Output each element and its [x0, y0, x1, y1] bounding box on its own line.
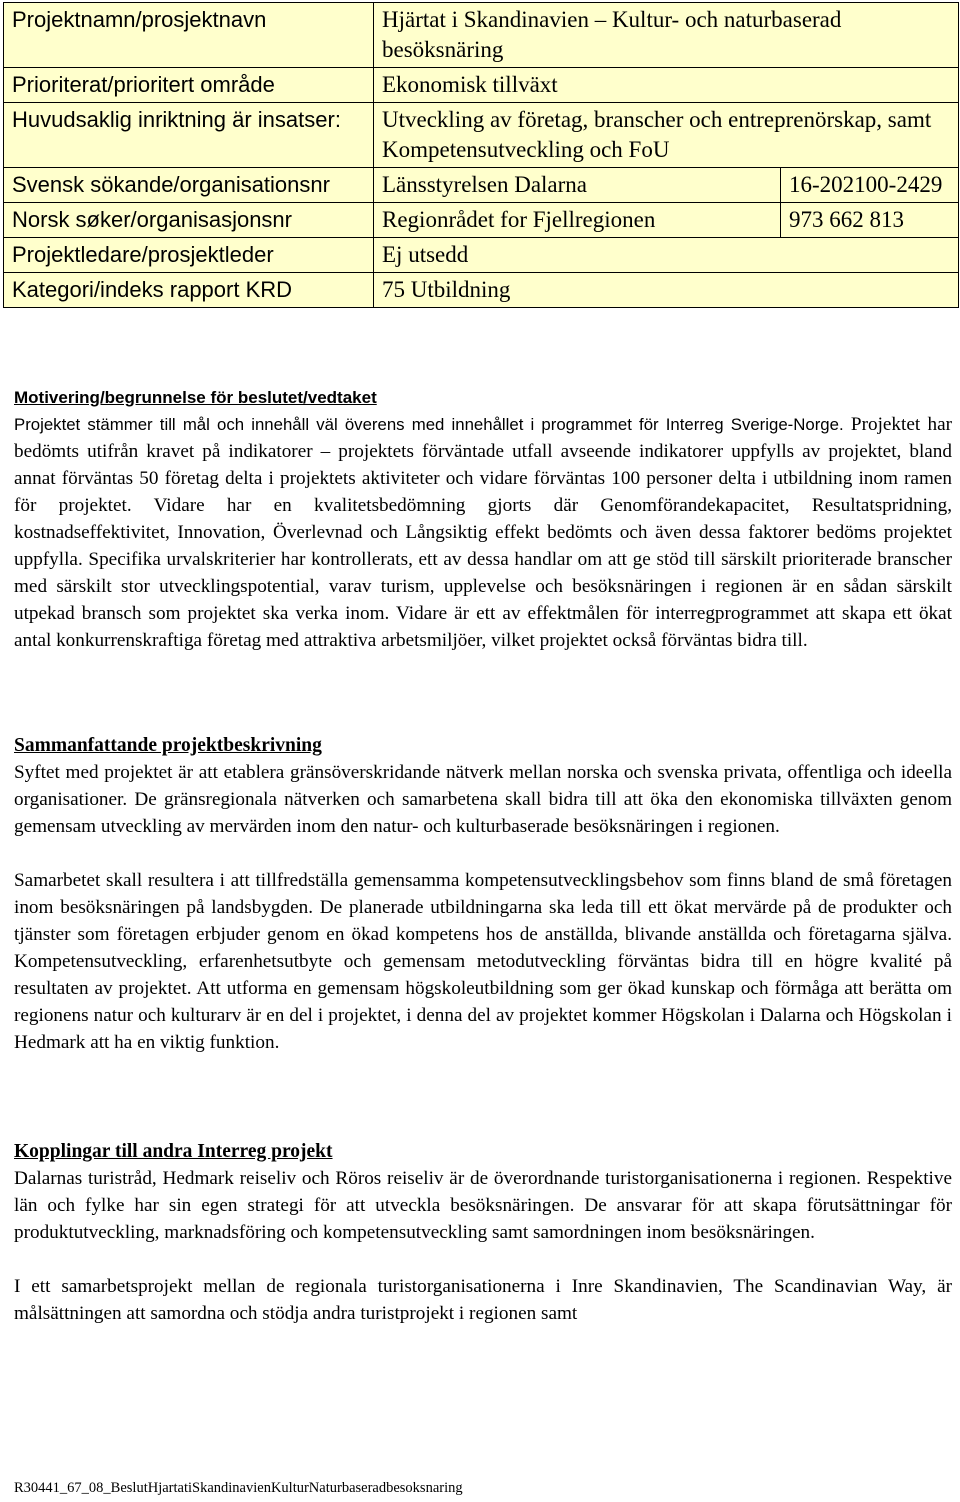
kopplingar-section	[14, 1138, 952, 1327]
row-label: Projektledare/prosjektleder	[4, 238, 374, 273]
motivering-heading: Motivering/begrunnelse för beslutet/vedtaket	[14, 388, 377, 407]
row-number: 16-202100-2429	[781, 168, 959, 203]
kopplingar-paragraph-2: I ett samarbetsprojekt mellan de regionala turistorganisationerna i Inre Skandinavien, The Scandinavian Way, är målsättningen att samordna och stödja andra turistprojekt i regionen samt	[14, 1276, 952, 1324]
sammanfattande-paragraph-2: Samarbetet skall resultera i att tillfredställa gemensamma kompetensutvecklingsbehov som finns bland de små företagen inom besöksnäringen på landsbygden. De planerade utbildningarna ska leda till ett ökat mervärde på de produkter och tjänster som företagen erbjuder genom en ökad kompetens hos de anställda, blivande anställda och företagarna själva. Kompetensutveckling, erfarenhetsutbyte och gemensam metodutveckling förväntas bidra till en högre kvalité på resultaten av projektet. Att utforma en gemensam högskoleutbildning som ger ökad kunskap och förmåga att berätta om regionens natur och kulturarv är en del i projektet, i denna del av projektet kommer Högskolan i Dalarna och Högskolan i Hedmark att ha en viktig funktion.	[14, 870, 952, 1053]
motivering-lead: Projektet stämmer till mål och innehåll väl överens med innehållet i programmet för Interreg Sverige-Norge.	[14, 415, 844, 434]
row-number: 973 662 813	[781, 203, 959, 238]
table-row	[4, 238, 959, 273]
row-label: Projektnamn/prosjektnavn	[4, 3, 374, 68]
motivering-body: Projektet har bedömts utifrån kravet på indikatorer – projektets förväntade utfall avseende indikatorer uppfylls av projektet, bland annat förväntas 50 företag delta i projektets aktiviteter och vidare förväntas 100 personer delta i utbildning inom ramen för projektet. Vidare har en kvalitetsbedömning gjorts där Genomförandekapacitet, Resultatspridning, kostnadseffektivitet, Innovation, Överlevnad och Långsiktig effekt bedömts och även dessa faktorer bedöms projektet uppfylla. Specifika urvalskriterier har kontrollerats, ett av dessa handlar om att ge stöd till särskilt prioriterade branscher med särskilt stor utvecklingspotential, varav turism, upplevelse och besöksnäringen i regionen är en sådan särskilt utpekad bransch som projektet ska verka inom. Vidare är ett av effektmålen för interregprogrammet att skapa ett ökat antal konkurrenskraftiga företag med attraktiva arbetsmiljöer, vilket projektet också förväntas bidra till.	[14, 414, 952, 651]
row-value: 75 Utbildning	[374, 273, 959, 308]
sammanfattande-paragraph-1: Syftet med projektet är att etablera gränsöverskridande nätverk mellan norska och svenska privata, offentliga och ideella organisationer. De gränsregionala nätverken och samarbetena skall bidra till att öka den ekonomiska tillväxten genom gemensam utveckling av mervärden inom den natur- och kulturbaserade besöksnäringen i regionen.	[14, 762, 952, 837]
row-value: Ekonomisk tillväxt	[374, 68, 959, 103]
table-row	[4, 203, 959, 238]
row-value: Ej utsedd	[374, 238, 959, 273]
row-value: Hjärtat i Skandinavien – Kultur- och naturbaserad besöksnäring	[374, 3, 959, 68]
table-row	[4, 68, 959, 103]
row-label: Svensk sökande/organisationsnr	[4, 168, 374, 203]
row-label: Huvudsaklig inriktning är insatser:	[4, 103, 374, 168]
table-row	[4, 168, 959, 203]
row-value: Länsstyrelsen Dalarna	[374, 168, 781, 203]
motivering-section	[14, 384, 952, 654]
project-info-table	[3, 2, 959, 308]
motivering-paragraph	[14, 411, 952, 654]
kopplingar-heading: Kopplingar till andra Interreg projekt	[14, 1141, 333, 1162]
row-label: Norsk søker/organisasjonsnr	[4, 203, 374, 238]
kopplingar-paragraph-1: Dalarnas turistråd, Hedmark reiseliv och Röros reiseliv är de överordnande turistorganisationerna i regionen. Respektive län och fylke har sin egen strategi för att utveckla besöksnäringen. De ansvarar för att skapa förutsättningar för produktutveckling, marknadsföring och kompetensutveckling samt samordningen inom besöksnäringen.	[14, 1168, 952, 1243]
sammanfattande-section	[14, 732, 952, 1056]
table-row	[4, 103, 959, 168]
document-footer: R30441_67_08_BeslutHjartatiSkandinavienKulturNaturbaseradbesoksnaring	[14, 1480, 463, 1496]
table-row	[4, 3, 959, 68]
row-label: Prioriterat/prioritert område	[4, 68, 374, 103]
table-row	[4, 273, 959, 308]
row-value: Regionrådet for Fjellregionen	[374, 203, 781, 238]
sammanfattande-heading: Sammanfattande projektbeskrivning	[14, 735, 322, 756]
row-value: Utveckling av företag, branscher och entreprenörskap, samt Kompetensutveckling och FoU	[374, 103, 959, 168]
row-label: Kategori/indeks rapport KRD	[4, 273, 374, 308]
